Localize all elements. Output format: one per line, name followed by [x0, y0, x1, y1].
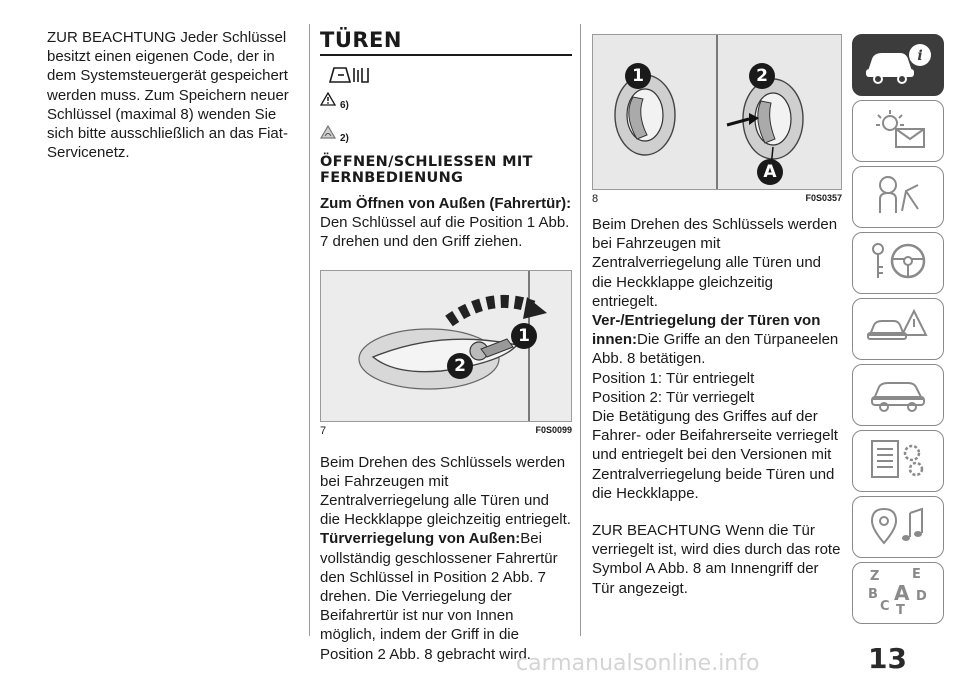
index-letter-1: E: [912, 566, 921, 582]
central-locking-paragraph-2: Beim Drehen des Schlüssels werden bei Fahrzeugen mit Zentralverriegelung alle Türen und die Heckklappe gleichzeitig entriegelt.: [592, 216, 838, 310]
page-number: 13: [868, 642, 907, 675]
warning-reference-2: [320, 125, 572, 144]
figure-8-callout-1: 1: [625, 63, 651, 89]
index-letter-5: C: [880, 598, 890, 614]
index-letter-6: T: [896, 602, 905, 616]
open-outside-text: Den Schlüssel auf die Position 1 Abb. 7 drehen und den Griff ziehen.: [320, 214, 570, 251]
warning-lights-message-icon: [866, 107, 930, 156]
interior-handle-illustration: [593, 35, 841, 189]
tab-multimedia[interactable]: [852, 496, 944, 558]
tab-car-info[interactable]: [852, 34, 944, 96]
index-letter-0: Z: [870, 568, 880, 584]
key-code-note: ZUR BEACHTUNG Jeder Schlüssel besitzt einen eigenen Code, der in dem Systemsteuergerät gespeichert werden muss. Zum Speichern neuer Schlüssel (maximal 8) wenden Sie sich bitte ausschließlich an das Fiat-Servicenetz.: [47, 29, 289, 162]
chapter-tabs: [852, 34, 944, 628]
lock-indicator-note: ZUR BEACHTUNG Wenn die Tür verriegelt ist, wird dies durch das rote Symbol A Abb. 8 am Innengriff der Tür angezeigt.: [592, 522, 841, 597]
inside-locking-heading: Ver-/Entriegelung der Türen von innen:: [592, 312, 821, 349]
figure-8-callout-a: A: [757, 159, 783, 185]
figure-7: [320, 270, 572, 437]
seat-airbag-icon: [866, 173, 930, 222]
tab-starting-driving[interactable]: [852, 232, 944, 294]
column-1: [47, 28, 295, 162]
car-crash-warning-icon: [866, 305, 930, 354]
open-outside-heading: Zum Öffnen von Außen (Fahrertür):: [320, 195, 572, 212]
figure-8-image: [592, 34, 842, 190]
section-title: TÜREN: [320, 28, 572, 56]
figure-8-caption: [592, 193, 842, 205]
door-handle-illustration: [321, 271, 571, 421]
checklist-gears-icon: [866, 437, 930, 486]
figure-7-callout-1: 1: [511, 323, 537, 349]
index-letter-2: B: [868, 586, 878, 602]
alphabet-index-icon: [862, 566, 934, 621]
figure-8-callout-2: 2: [749, 63, 775, 89]
tab-emergency[interactable]: [852, 298, 944, 360]
subheading-remote: ÖFFNEN/SCHLIESSEN MIT FERNBEDIENUNG: [320, 154, 533, 186]
door-icon: [324, 64, 572, 86]
inside-locking-paragraph: [592, 311, 842, 369]
lock-outside-paragraph: [320, 529, 572, 663]
tab-index[interactable]: [852, 562, 944, 624]
warning-ref-number: 6): [340, 100, 349, 111]
figure-7-caption: [320, 425, 572, 437]
watermark: carmanualsonline.info: [516, 651, 760, 676]
index-letter-4: D: [916, 588, 927, 604]
figure-7-number: 7: [320, 424, 327, 437]
caution-ref-number: 2): [340, 133, 349, 144]
key-steering-wheel-icon: [866, 239, 930, 288]
handle-operation-paragraph: Die Betätigung des Griffes auf der Fahrer- oder Beifahrerseite verriegelt und entriegelt bei den Versionen mit Zentralverriegelung beide Türen und die Heckklappe.: [592, 408, 838, 502]
lock-outside-text: Bei vollständig geschlossener Fahrertür den Schlüssel in Position 2 Abb. 7 drehen. Die Verriegelung der Beifahrertür ist nur von Innen möglich, indem der Griff in die Position 2 Abb. 8 gebracht wird.: [320, 530, 558, 663]
car-info-icon: [862, 41, 934, 90]
central-locking-paragraph: Beim Drehen des Schlüssels werden bei Fahrzeugen mit Zentralverriegelung alle Türen und die Heckklappe gleichzeitig entriegelt.: [320, 453, 571, 529]
lock-outside-heading: Türverriegelung von Außen:: [320, 530, 521, 548]
position-2-line: Position 2: Tür verriegelt: [592, 388, 755, 406]
navigation-music-icon: [866, 503, 930, 552]
tab-safety[interactable]: [852, 166, 944, 228]
position-1-line: Position 1: Tür entriegelt: [592, 369, 755, 387]
warning-reference-1: [320, 92, 572, 111]
open-outside-paragraph: [320, 194, 572, 252]
caution-triangle-icon: [320, 125, 336, 144]
figure-8-number: 8: [592, 193, 599, 205]
figure-8-code: F0S0357: [805, 193, 842, 203]
figure-8: [592, 34, 842, 205]
inside-locking-text: Die Griffe an den Türpaneelen Abb. 8 betätigen.: [592, 331, 839, 368]
tab-technical-data[interactable]: [852, 430, 944, 492]
column-divider-left: [309, 24, 310, 636]
column-2: [320, 28, 572, 664]
car-service-icon: [866, 371, 930, 420]
figure-7-code: F0S0099: [535, 424, 572, 435]
warning-triangle-icon: [320, 92, 336, 111]
svg-text:i: i: [917, 47, 923, 64]
index-letter-3: A: [894, 580, 910, 605]
column-3: [592, 34, 842, 598]
tab-warning-lights[interactable]: [852, 100, 944, 162]
figure-7-callout-2: 2: [447, 353, 473, 379]
column-divider-right: [580, 24, 581, 636]
figure-7-image: [320, 270, 572, 422]
tab-maintenance[interactable]: [852, 364, 944, 426]
